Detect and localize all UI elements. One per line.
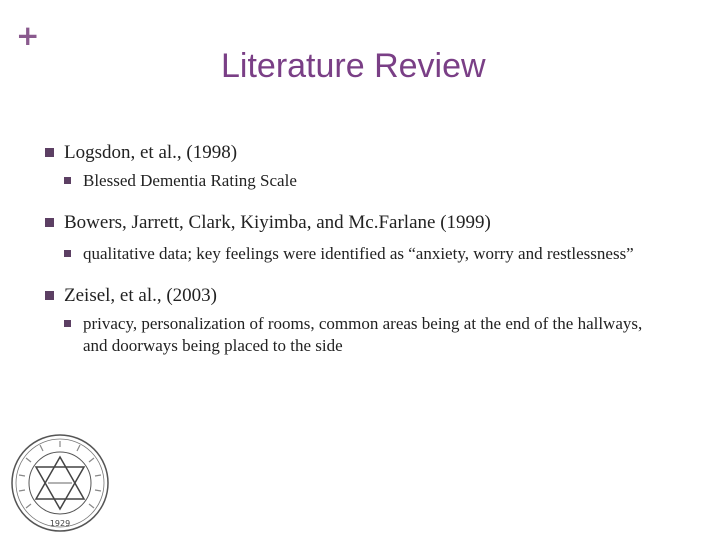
- sub-bullet-item-1: Blessed Dementia Rating Scale: [83, 171, 297, 190]
- university-seal-logo: [10, 433, 110, 533]
- bullet-square-2: [45, 218, 54, 227]
- corner-plus-symbol: +: [16, 19, 40, 52]
- sub-bullet-item-3: privacy, personalization of rooms, common areas being at the end of the hallways, and doorways being placed to the side: [83, 314, 643, 355]
- bullet-item-2: Bowers, Jarrett, Clark, Kiyimba, and Mc.Farlane (1999): [64, 212, 491, 233]
- seal-year-text: 1929: [49, 519, 71, 528]
- sub-bullet-square-3: [64, 320, 71, 327]
- bullet-square-3: [45, 291, 54, 300]
- bullet-square-1: [45, 148, 54, 157]
- sub-bullet-square-1: [64, 177, 71, 184]
- sub-bullet-square-2: [64, 250, 71, 257]
- bullet-item-1: Logsdon, et al., (1998): [64, 142, 238, 163]
- bullet-item-3: Zeisel, et al., (2003): [64, 285, 218, 306]
- sub-bullet-item-2: qualitative data; key feelings were identified as “anxiety, worry and restlessness”: [83, 244, 634, 263]
